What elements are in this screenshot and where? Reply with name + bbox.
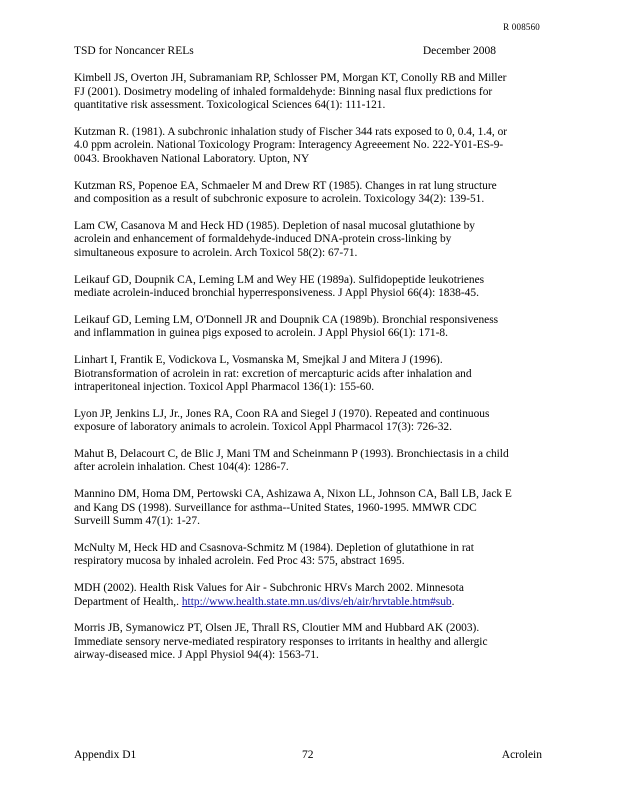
- reference-item: Morris JB, Symanowicz PT, Olsen JE, Thrall RS, Cloutier MM and Hubbard AK (2003). Immediate sensory nerve-mediated respiratory responses to irritants in healthy and allergic airway-diseased mice. J Appl Physiol 94(4): 1563-71.: [74, 622, 488, 662]
- header-date: December 2008: [422, 45, 496, 57]
- reference-item: Kutzman R. (1981). A subchronic inhalation study of Fischer 344 rats exposed to 0, 0.4, 1.4, or 4.0 ppm acrolein. National Toxicology Program: Interagency Agreeement No. 222-Y01-ES-9-0043. Brookhaven National Laboratory. Upton, NY: [74, 125, 508, 165]
- header-title: TSD for Noncancer RELs: [74, 45, 194, 57]
- reference-item: Mahut B, Delacourt C, de Blic J, Mani TM and Scheinmann P (1993). Bronchiectasis in a child after acrolein inhalation. Chest 104(4): 1286-7.: [74, 447, 509, 474]
- reference-item: Mannino DM, Homa DM, Pertowski CA, Ashizawa A, Nixon LL, Johnson CA, Ball LB, Jack E and Kang DS (1998). Surveillance for asthma--United States, 1960-1995. MMWR CDC Surveill Summ 47(1): 1-27.: [74, 488, 512, 528]
- reference-list: [74, 72, 514, 676]
- reference-item-mdh: [74, 582, 514, 609]
- page-header: [74, 45, 496, 57]
- bates-number: R 008560: [503, 22, 540, 32]
- reference-item: Leikauf GD, Doupnik CA, Leming LM and Wey HE (1989a). Sulfidopeptide leukotrienes mediate acrolein-induced bronchial hyperresponsiveness. J Appl Physiol 66(4): 1838-45.: [74, 273, 485, 300]
- footer-topic: Acrolein: [501, 749, 542, 761]
- reference-item: Lam CW, Casanova M and Heck HD (1985). Depletion of nasal mucosal glutathione by acrolein and enhancement of formaldehyde-induced DNA-protein cross-linking by simultaneous exposure to acrolein. Arch Toxicol 58(2): 67-71.: [74, 219, 476, 259]
- page-number: 72: [302, 749, 314, 761]
- mdh-reference-trail: .: [451, 595, 455, 608]
- reference-item: McNulty M, Heck HD and Csasnova-Schmitz M (1984). Depletion of glutathione in rat respiratory mucosa by inhaled acrolein. Fed Proc 43: 575, abstract 1695.: [74, 541, 474, 568]
- reference-item: Leikauf GD, Leming LM, O'Donnell JR and Doupnik CA (1989b). Bronchial responsiveness and inflammation in guinea pigs exposed to acrolein. J Appl Physiol 66(1): 171-8.: [74, 313, 499, 340]
- mdh-reference-text: MDH (2002). Health Risk Values for Air - Subchronic HRVs March 2002. Minnesota Department of Health,.: [74, 582, 464, 608]
- footer-appendix: Appendix D1: [74, 749, 137, 761]
- mdh-reference-link[interactable]: http://www.health.state.mn.us/divs/eh/air/hrvtable.htm#sub: [181, 595, 452, 608]
- reference-item: Kimbell JS, Overton JH, Subramaniam RP, Schlosser PM, Morgan KT, Conolly RB and Miller FJ (2001). Dosimetry modeling of inhaled formaldehyde: Binning nasal flux predictions for quantitative risk assessment. Toxicological Sciences 64(1): 111-121.: [74, 72, 507, 112]
- reference-item: Linhart I, Frantik E, Vodickova L, Vosmanska M, Smejkal J and Mitera J (1996). Biotransformation of acrolein in rat: excretion of mercapturic acids after inhalation and intraperitoneal injection. Toxicol Appl Pharmacol 136(1): 155-60.: [74, 353, 472, 394]
- reference-item: Kutzman RS, Popenoe EA, Schmaeler M and Drew RT (1985). Changes in rat lung structure and composition as a result of subchronic exposure to acrolein. Toxicology 34(2): 139-51.: [74, 179, 497, 206]
- reference-item: Lyon JP, Jenkins LJ, Jr., Jones RA, Coon RA and Siegel J (1970). Repeated and continuous exposure of laboratory animals to acrolein. Toxicol Appl Pharmacol 17(3): 726-32.: [74, 407, 490, 434]
